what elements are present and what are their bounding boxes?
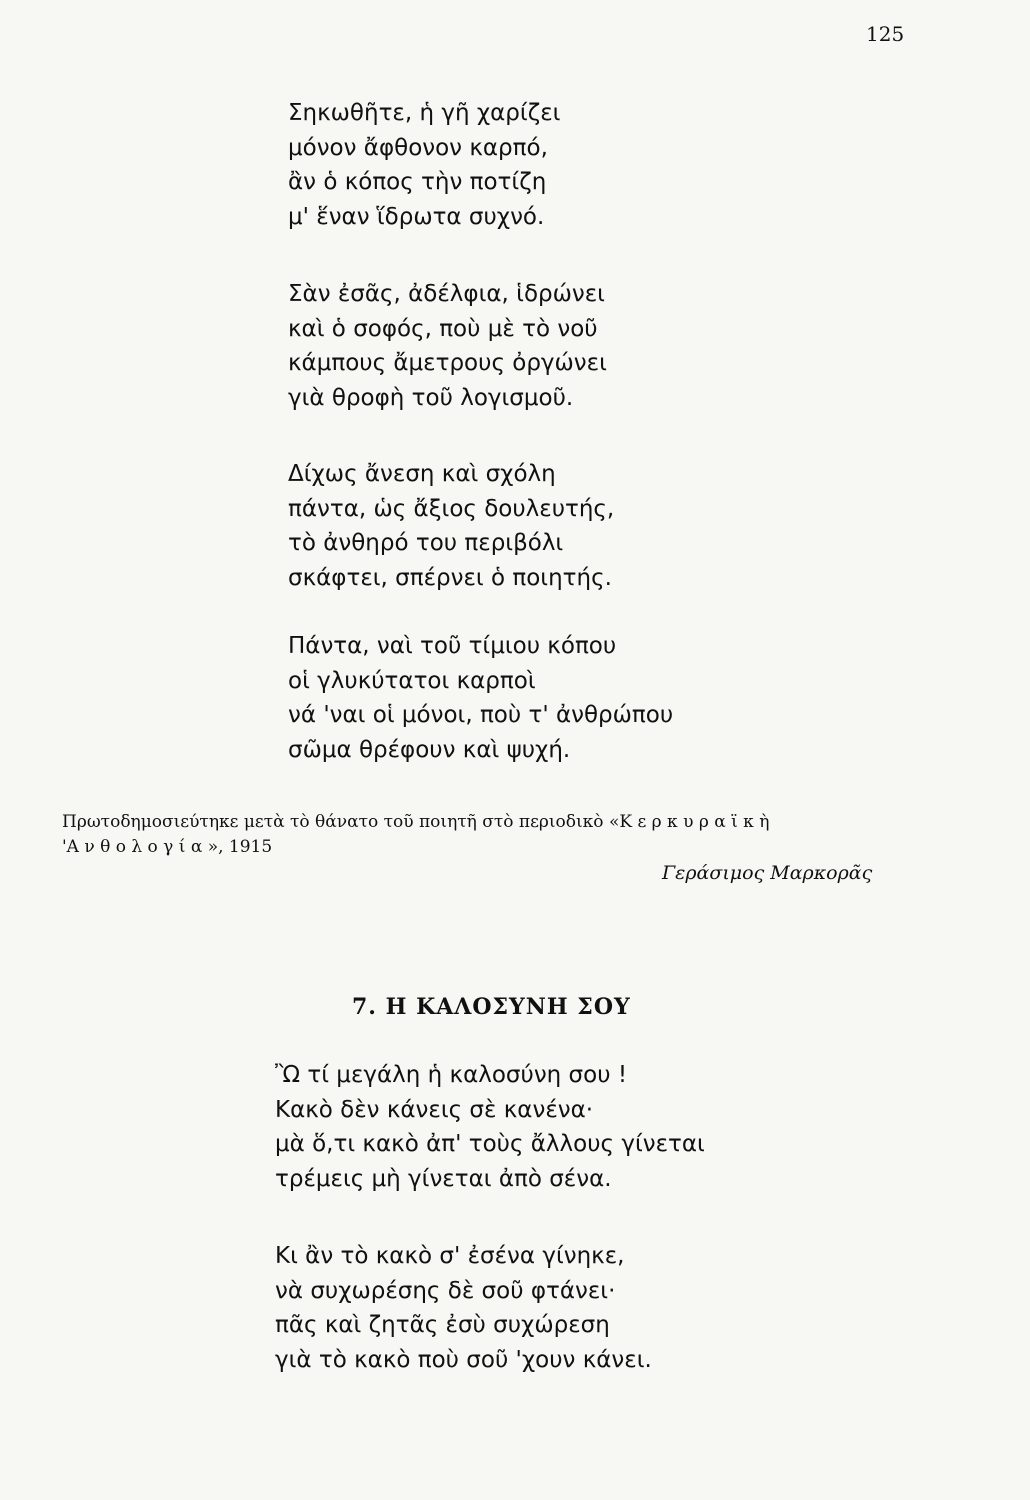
- verse-line: νὰ συχωρέσης δὲ σοῦ φτάνει·: [275, 1277, 616, 1304]
- verse-line: σκάφτει, σπέρνει ὁ ποιητής.: [288, 564, 612, 591]
- poem-stanza: [275, 1058, 705, 1196]
- verse-line: νά 'ναι οἱ μόνοι, ποὺ τ' ἀνθρώπου: [288, 702, 674, 728]
- note-line: 'Α ν θ ο λ ο γ ί α », 1915: [62, 837, 273, 857]
- author-signature: Γεράσιμος Μαρκορᾶς: [662, 862, 873, 884]
- verse-line: Δίχως ἄνεση καὶ σχόλη: [288, 461, 556, 487]
- poem-stanza: [288, 277, 607, 415]
- verse-line: μ' ἕναν ἵδρωτα συχνό.: [288, 203, 545, 230]
- verse-line: Πάντα, ναὶ τοῦ τίμιου κόπου: [288, 633, 617, 659]
- verse-line: μὰ ὅ,τι κακὸ ἀπ' τοὺς ἄλλους γίνεται: [275, 1131, 705, 1157]
- verse-line: ἂν ὁ κόπος τὴν ποτίζη: [288, 169, 547, 195]
- section-title: 7. Η ΚΑΛΟΣΥΝΗ ΣΟΥ: [352, 994, 631, 1020]
- verse-line: πάντα, ὡς ἄξιος δουλευτής,: [288, 495, 615, 522]
- verse-line: Κι ἂν τὸ κακὸ σ' ἐσένα γίνηκε,: [275, 1243, 625, 1269]
- verse-line: οἱ γλυκύτατοι καρποὶ: [288, 667, 536, 694]
- verse-line: σῶμα θρέφουν καὶ ψυχή.: [288, 736, 571, 763]
- verse-line: κάμπους ἄμετρους ὀργώνει: [288, 350, 607, 376]
- poem-stanza: [288, 457, 614, 595]
- verse-line: πᾶς καὶ ζητᾶς ἐσὺ συχώρεση: [275, 1312, 610, 1338]
- verse-line: καὶ ὁ σοφός, ποὺ μὲ τὸ νοῦ: [288, 315, 598, 342]
- verse-line: μόνον ἄφθονον καρπό,: [288, 134, 548, 161]
- verse-line: Ὢ τί μεγάλη ἡ καλοσύνη σου !: [275, 1062, 628, 1088]
- verse-line: Σηκωθῆτε, ἡ γῆ χαρίζει: [288, 100, 561, 126]
- note-line: Πρωτοδημοσιεύτηκε μετὰ τὸ θάνατο τοῦ ποιητῆ στὸ περιοδικὸ «Κ ε ρ κ υ ρ α ϊ κ ὴ: [62, 812, 770, 832]
- poem-stanza: [288, 96, 560, 234]
- verse-line: γιὰ θροφὴ τοῦ λογισμοῦ.: [288, 384, 574, 411]
- verse-line: Κακὸ δὲν κάνεις σὲ κανένα·: [275, 1096, 594, 1123]
- publication-note: [62, 810, 922, 860]
- page-number: 125: [866, 22, 905, 46]
- poem-stanza: [288, 629, 673, 767]
- verse-line: τρέμεις μὴ γίνεται ἀπὸ σένα.: [275, 1165, 612, 1192]
- poem-stanza: [275, 1239, 652, 1377]
- verse-line: γιὰ τὸ κακὸ ποὺ σοῦ 'χουν κάνει.: [275, 1346, 652, 1373]
- verse-line: Σὰν ἐσᾶς, ἀδέλφια, ἱδρώνει: [288, 281, 605, 307]
- verse-line: τὸ ἀνθηρό του περιβόλι: [288, 530, 564, 556]
